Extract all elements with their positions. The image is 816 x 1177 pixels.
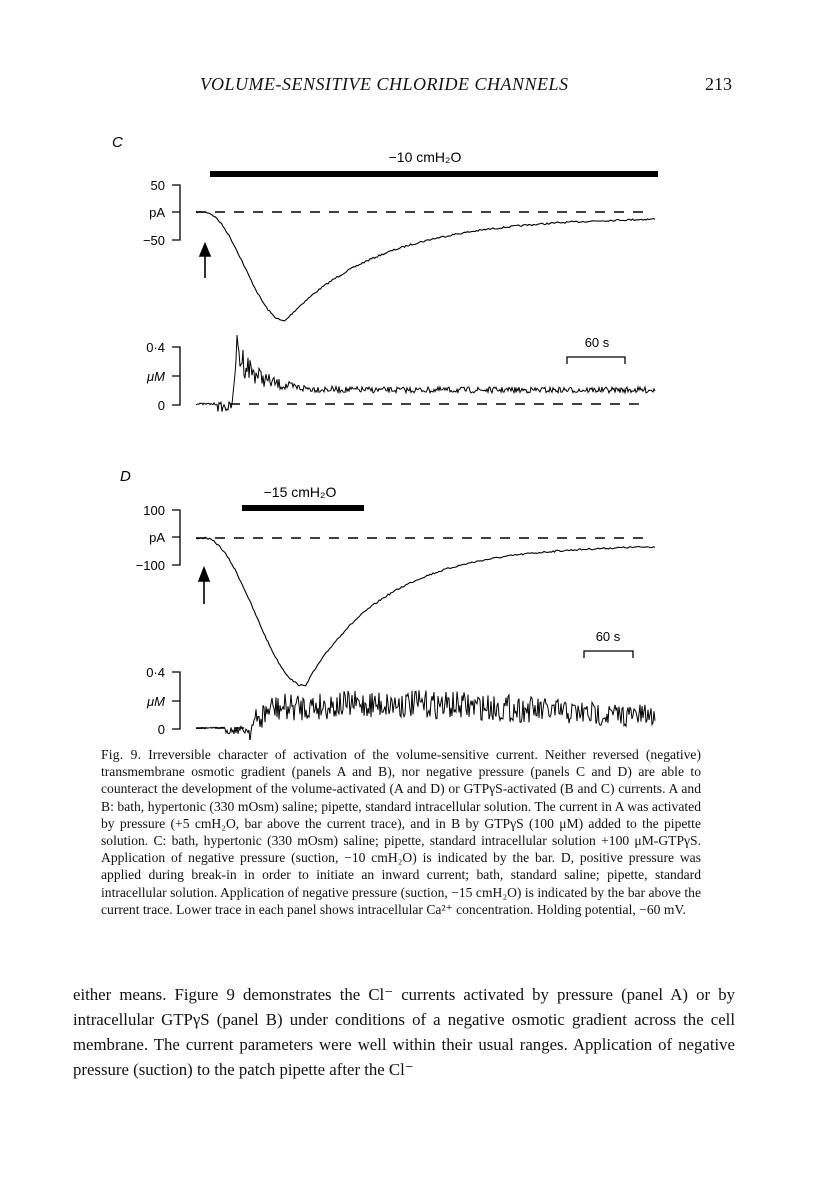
pressure-bar-c [210, 171, 658, 177]
pressure-bar-label-d: −15 cmH₂O [263, 484, 337, 500]
current-tick-unit-d: pA [149, 530, 165, 545]
current-tick-top-c: 50 [150, 178, 165, 193]
panel-label-c: C [112, 134, 123, 151]
calcium-scale-bracket-d [172, 672, 180, 729]
page-number: 213 [705, 74, 732, 94]
current-tick-unit-c: pA [149, 205, 165, 220]
current-trace-d [196, 537, 655, 686]
calcium-tick-unit-c: μM [147, 369, 165, 384]
arrow-marker-d [199, 568, 209, 604]
current-scale-bracket-d [172, 510, 180, 565]
arrow-marker-c [200, 244, 210, 278]
time-scale-bar-c [567, 357, 625, 364]
time-scale-label-c: 60 s [584, 335, 610, 350]
current-trace-c [196, 211, 655, 321]
calcium-scale-bracket-c [172, 347, 180, 405]
calcium-tick-bottom-c: 0 [157, 398, 165, 413]
body-paragraph: either means. Figure 9 demonstrates the Cl⁻ currents activated by pressure (panel A) or by intracellular GTPγS (panel B) under conditions of a negative osmotic gradient across the cell membrane. The current parameters were well within their usual ranges. Application of negative pressure (suction) to the patch pipette after the Cl⁻ [73, 985, 735, 1079]
calcium-tick-unit-d: μM [147, 694, 165, 709]
time-scale-label-d: 60 s [595, 629, 621, 644]
calcium-tick-top-d: 0·4 [146, 665, 165, 680]
figure-caption-text: Irreversible character of activation of the volume-sensitive current. Neither reversed (negative) transmembrane osmotic gradient (panels A and B), nor negative pressure (panels C and D) are able to counteract the development of the volume-activated (A and D) or GTPγS-activated (B and C) currents. A and B: bath, hypertonic (330 mOsm) saline; pipette, standard intracellular solution. The current in A was activated by pressure (+5 cmH₂O, bar above the current trace), and in B by GTPγS (100 μM) added to the pipette solution. C: bath, hypertonic (330 mOsm) saline; pipette, standard intracellular solution +100 μM-GTPγS. Application of negative pressure (suction, −10 cmH₂O) is indicated by the bar. D, positive pressure was applied during break-in in order to initiate an inward current; bath, standard saline; pipette, standard intracellular solution. Application of negative pressure (suction, −15 cmH₂O) is indicated by the bar above the current trace. Lower trace in each panel shows intracellular Ca²⁺ concentration. Holding potential, −60 mV. [101, 747, 701, 917]
current-tick-top-d: 100 [143, 503, 165, 518]
figure-caption [101, 746, 701, 918]
panel-d [120, 468, 655, 740]
time-scale-bar-d [584, 651, 633, 658]
pressure-bar-label-c: −10 cmH₂O [388, 149, 462, 165]
calcium-tick-top-c: 0·4 [146, 340, 165, 355]
running-title: VOLUME-SENSITIVE CHLORIDE CHANNELS [200, 74, 569, 94]
panel-c [112, 134, 658, 413]
calcium-tick-bottom-d: 0 [157, 722, 165, 737]
figure-caption-label: Fig. 9. [101, 747, 142, 762]
current-tick-bottom-d: −100 [135, 558, 165, 573]
current-tick-bottom-c: −50 [142, 233, 165, 248]
panel-label-d: D [120, 468, 131, 485]
pressure-bar-d [242, 505, 364, 511]
calcium-trace-d [196, 690, 655, 740]
current-scale-bracket-c [172, 185, 180, 240]
